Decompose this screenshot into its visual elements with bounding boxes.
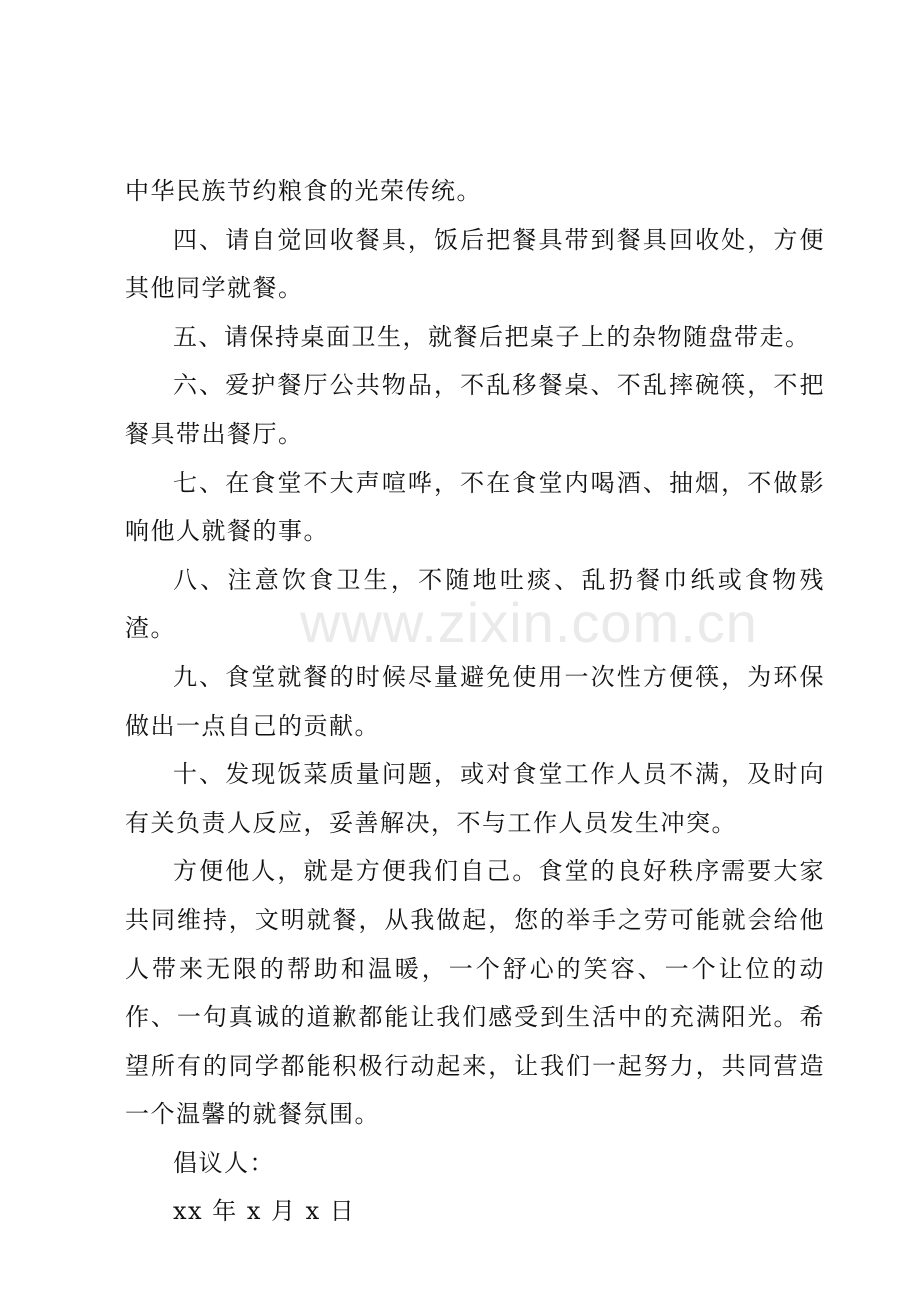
paragraph-item-8: 八、注意饮食卫生，不随地吐痰、乱扔餐巾纸或食物残渣。 [125,565,825,643]
paragraph-closing: 方便他人，就是方便我们自己。食堂的良好秩序需要大家共同维持，文明就餐，从我做起，您的举手之劳可能就会给他人带来无限的帮助和温暖，一个舒心的笑容、一个让位的动作、一句真诚的道歉都能让我们感受到生活中的充满阳光。希望所有的同学都能积极行动起来，让我们一起努力，共同营造一个温馨的就餐氛围。 [125,857,825,1129]
paragraph-item-5: 五、请保持桌面卫生，就餐后把桌子上的杂物随盘带走。 [173,322,811,351]
paragraph-item-4: 四、请自觉回收餐具，饭后把餐具带到餐具回收处，方便其他同学就餐。 [125,225,825,303]
paragraph-continuation: 中华民族节约粮食的光荣传统。 [125,177,482,205]
document-date: xx 年 x 月 x 日 [173,1197,356,1226]
watermark-text: www.zixin.com.cn [300,591,758,654]
paragraph-item-7: 七、在食堂不大声喧哗，不在食堂内喝酒、抽烟，不做影响他人就餐的事。 [125,468,825,546]
document-body [125,167,825,1236]
paragraph-item-6: 六、爱护餐厅公共物品，不乱移餐桌、不乱摔碗筷，不把餐具带出餐厅。 [125,371,825,448]
paragraph-item-10: 十、发现饭菜质量问题，或对食堂工作人员不满，及时向有关负责人反应，妥善解决，不与工作人员发生冲突。 [125,760,825,837]
signature-label: 倡议人： [173,1148,275,1177]
paragraph-item-9: 九、食堂就餐的时候尽量避免使用一次性方便筷，为环保做出一点自己的贡献。 [125,662,825,740]
